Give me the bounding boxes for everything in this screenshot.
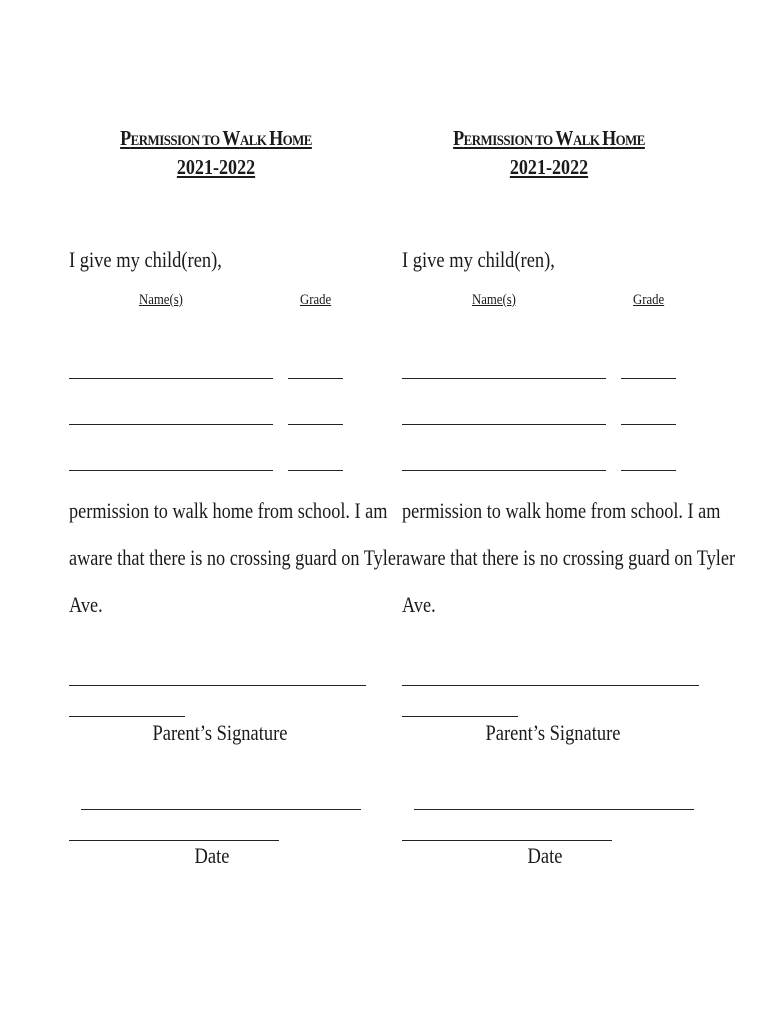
grade-column-header: Grade <box>633 292 665 308</box>
permission-slip-left <box>66 0 403 1024</box>
date-line-continued[interactable] <box>402 840 612 841</box>
permission-slip-right <box>399 0 736 1024</box>
form-title <box>420 126 678 151</box>
title-initial: H <box>269 126 283 150</box>
statement-line: permission to walk home from school. I am <box>402 498 721 523</box>
statement-line: aware that there is no crossing guard on Tyler <box>402 545 736 570</box>
date-line[interactable] <box>81 809 361 810</box>
date-line-continued[interactable] <box>69 840 279 841</box>
names-column-header: Name(s) <box>139 292 183 308</box>
title-initial: H <box>602 126 616 150</box>
child-grade-line-2[interactable] <box>288 424 343 425</box>
title-small-caps: ALK <box>239 133 270 149</box>
statement-line: permission to walk home from school. I am <box>69 498 388 523</box>
child-name-line-1[interactable] <box>69 378 273 379</box>
title-initial: W <box>555 126 573 150</box>
child-grade-line-1[interactable] <box>621 378 676 379</box>
child-name-line-2[interactable] <box>69 424 273 425</box>
title-small-caps: ALK <box>572 133 603 149</box>
form-title <box>87 126 345 151</box>
parent-signature-label: Parent’s Signature <box>485 720 621 745</box>
date-label: Date <box>194 843 230 868</box>
child-grade-line-3[interactable] <box>621 470 676 471</box>
child-grade-line-2[interactable] <box>621 424 676 425</box>
child-grade-line-3[interactable] <box>288 470 343 471</box>
title-small-caps: ERMISSION TO <box>463 133 556 149</box>
title-small-caps: ERMISSION TO <box>130 133 223 149</box>
title-initial: P <box>120 126 131 150</box>
signature-line-continued[interactable] <box>69 716 185 717</box>
permission-statement <box>402 487 736 628</box>
statement-line: Ave. <box>69 592 103 617</box>
intro-text: I give my child(ren), <box>402 247 555 272</box>
child-name-line-3[interactable] <box>402 470 606 471</box>
title-small-caps: OME <box>615 133 645 149</box>
child-name-line-1[interactable] <box>402 378 606 379</box>
signature-line[interactable] <box>402 685 699 686</box>
statement-line: Ave. <box>402 592 436 617</box>
title-small-caps: OME <box>282 133 312 149</box>
parent-signature-label: Parent’s Signature <box>152 720 288 745</box>
school-year: 2021-2022 <box>509 155 589 179</box>
child-name-line-3[interactable] <box>69 470 273 471</box>
date-line[interactable] <box>414 809 694 810</box>
title-initial: P <box>453 126 464 150</box>
signature-line-continued[interactable] <box>402 716 518 717</box>
grade-column-header: Grade <box>300 292 332 308</box>
permission-statement <box>69 487 403 628</box>
intro-text: I give my child(ren), <box>69 247 222 272</box>
signature-line[interactable] <box>69 685 366 686</box>
school-year: 2021-2022 <box>176 155 256 179</box>
child-grade-line-1[interactable] <box>288 378 343 379</box>
date-label: Date <box>527 843 563 868</box>
names-column-header: Name(s) <box>472 292 516 308</box>
title-initial: W <box>222 126 240 150</box>
statement-line: aware that there is no crossing guard on Tyler <box>69 545 403 570</box>
child-name-line-2[interactable] <box>402 424 606 425</box>
